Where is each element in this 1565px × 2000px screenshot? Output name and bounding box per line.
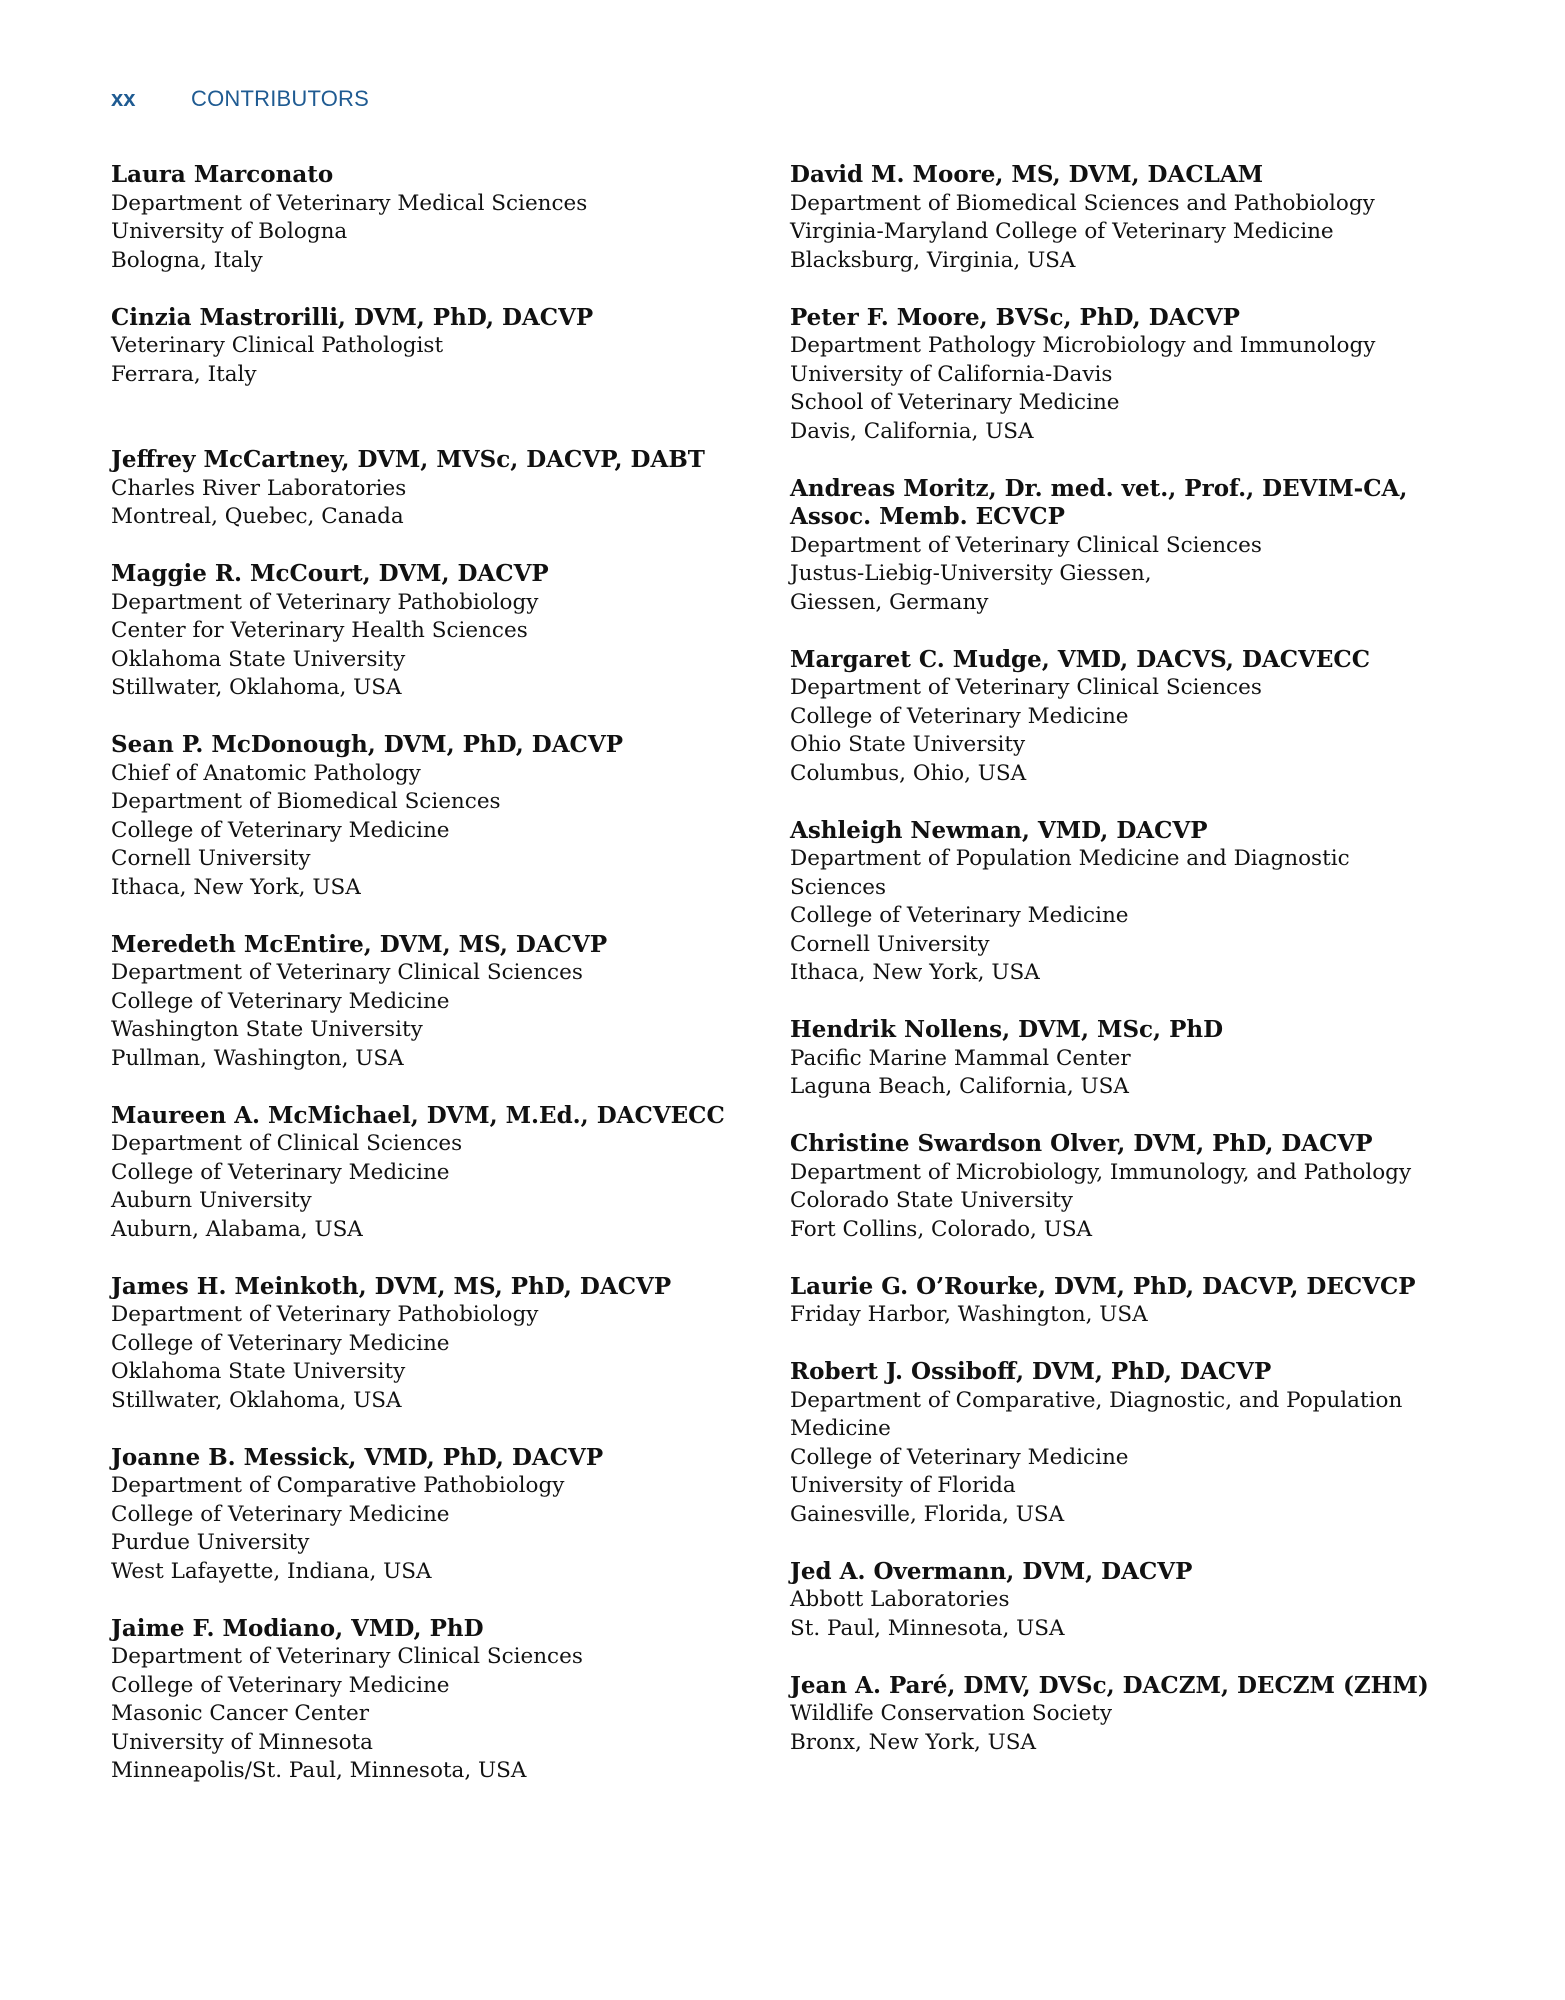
page-header [111,86,369,120]
affiliation-line: Department of Comparative Pathobiology [111,1473,565,1498]
contributor-entry [790,817,1510,988]
affiliation-line: College of Veterinary Medicine [111,817,450,843]
contributor-entry [790,1672,1510,1758]
affiliation-line: Ferrara, Italy [111,361,257,387]
affiliation-line: College of Veterinary Medicine [111,1330,450,1356]
affiliation-line: College of Veterinary Medicine [790,703,1129,729]
contributor-entry [790,304,1510,447]
contributor-name: Cinzia Mastrorilli, DVM, PhD, DACVP [111,303,594,331]
affiliation-line: Virginia-Maryland College of Veterinary Medicine [790,219,1334,244]
affiliation-line: Masonic Cancer Center [111,1701,370,1726]
page-number: xx [111,86,136,111]
contributor-name: Maureen A. McMichael, DVM, M.Ed., DACVECC [111,1101,725,1129]
affiliation-line: University of California-Davis [790,361,1113,387]
contributor-entry [790,1016,1510,1102]
contributors-right-column [790,161,1510,1786]
affiliation-line: Giessen, Germany [790,589,989,615]
contributor-entry [790,1130,1510,1244]
affiliation-line: Department of Veterinary Clinical Sciences [790,532,1262,558]
affiliation-line: College of Veterinary Medicine [111,1672,450,1698]
affiliation-line: Bronx, New York, USA [790,1729,1037,1755]
contributor-name: Jed A. Overmann, DVM, DACVP [790,1557,1193,1585]
affiliation-line: Department of Population Medicine and Diagnostic [790,846,1350,871]
affiliation-line: College of Veterinary Medicine [111,1159,450,1185]
affiliation-line: Wildlife Conservation Society [790,1701,1112,1726]
affiliation-line: Laguna Beach, California, USA [790,1074,1129,1099]
contributor-name: Joanne B. Messick, VMD, PhD, DACVP [111,1443,604,1471]
affiliation-line: Abbott Laboratories [790,1587,1010,1612]
affiliation-line: Oklahoma State University [111,646,406,672]
affiliation-line: Cornell University [790,931,990,957]
affiliation-line: Bologna, Italy [111,247,263,273]
contributor-entry [111,1273,781,1416]
running-head: CONTRIBUTORS [191,86,370,111]
affiliation-line: Department of Biomedical Sciences [111,789,501,814]
affiliation-line: Ithaca, New York, USA [790,960,1040,985]
affiliation-line: Friday Harbor, Washington, USA [790,1302,1148,1327]
affiliation-line: Fort Collins, Colorado, USA [790,1216,1093,1242]
affiliation-line: West Lafayette, Indiana, USA [111,1558,432,1584]
contributor-name: Robert J. Ossiboff, DVM, PhD, DACVP [790,1358,1272,1385]
affiliation-line: Ohio State University [790,732,1026,757]
affiliation-line: St. Paul, Minnesota, USA [790,1615,1065,1641]
contributor-name: Andreas Moritz, Dr. med. vet., Prof., DEVIM-CA, [790,474,1408,502]
affiliation-line [111,389,781,418]
affiliation-line: Department of Veterinary Pathobiology [111,1302,539,1327]
contributor-entry [111,731,781,902]
contributor-entry [790,646,1510,789]
contributor-name: Jean A. Paré, DMV, DVSc, DACZM, DECZM (ZHM) [790,1671,1429,1699]
contributor-name: Jaime F. Modiano, VMD, PhD [111,1614,484,1642]
affiliation-line: Medicine [790,1416,891,1441]
contributor-entry [111,161,781,275]
contributor-entry [790,475,1510,618]
contributor-name: Jeffrey McCartney, DVM, MVSc, DACVP, DABT [111,446,705,473]
contributor-name: Meredeth McEntire, DVM, MS, DACVP [111,930,608,958]
contributor-name: Ashleigh Newman, VMD, DACVP [790,816,1208,844]
affiliation-line: Department of Veterinary Clinical Sciences [111,1644,583,1669]
contributor-entry [790,1558,1510,1644]
contributor-entry [111,446,781,532]
affiliation-line: Chief of Anatomic Pathology [111,760,421,786]
affiliation-line: Purdue University [111,1530,310,1555]
affiliation-line: College of Veterinary Medicine [111,1501,450,1527]
affiliation-line: College of Veterinary Medicine [111,988,450,1014]
contributor-name: Margaret C. Mudge, VMD, DACVS, DACVECC [790,645,1371,673]
affiliation-line: School of Veterinary Medicine [790,390,1120,415]
contributor-entry [111,304,781,418]
affiliation-line: Minneapolis/St. Paul, Minnesota, USA [111,1758,527,1783]
affiliation-line: Department of Clinical Sciences [111,1131,463,1156]
affiliation-line: Department Pathology Microbiology and Immunology [790,333,1376,358]
affiliation-line: Colorado State University [790,1188,1073,1213]
affiliation-line: University of Minnesota [111,1729,373,1755]
affiliation-line: Pacific Marine Mammal Center [790,1045,1131,1071]
affiliation-line: Veterinary Clinical Pathologist [111,333,444,358]
affiliation-line: Justus-Liebig-University Giessen, [790,561,1152,586]
affiliation-line: Cornell University [111,846,311,871]
affiliation-line: University of Bologna [111,219,348,244]
affiliation-line: Department of Veterinary Medical Sciences [111,190,588,216]
affiliation-line: College of Veterinary Medicine [790,1444,1129,1470]
affiliation-line: Auburn University [111,1188,312,1213]
affiliation-line: Department of Microbiology, Immunology, and Pathology [790,1159,1412,1185]
contributor-entry [111,1102,781,1245]
affiliation-line: Columbus, Ohio, USA [790,760,1027,786]
affiliation-line: Department of Veterinary Clinical Sciences [111,960,583,985]
affiliation-line: Blacksburg, Virginia, USA [790,247,1076,273]
affiliation-line: Center for Veterinary Health Sciences [111,618,528,643]
affiliation-line: University of Florida [790,1473,1016,1498]
affiliation-line: Sciences [790,874,887,900]
contributor-name: Laurie G. O’Rourke, DVM, PhD, DACVP, DECVCP [790,1272,1416,1300]
affiliation-line: Gainesville, Florida, USA [790,1501,1065,1527]
affiliation-line: Washington State University [111,1017,423,1042]
contributor-name: Hendrik Nollens, DVM, MSc, PhD [790,1016,1224,1043]
contributor-name: Peter F. Moore, BVSc, PhD, DACVP [790,303,1240,331]
contributor-name: Sean P. McDonough, DVM, PhD, DACVP [111,731,623,758]
contributors-left-column [111,161,781,1814]
affiliation-line: Department of Biomedical Sciences and Pathobiology [790,190,1375,216]
affiliation-line: Stillwater, Oklahoma, USA [111,675,402,700]
contributor-name: Laura Marconato [111,161,334,188]
contributor-entry [111,1444,781,1587]
affiliation-line: Pullman, Washington, USA [111,1045,404,1071]
contributor-entry [790,161,1510,275]
affiliation-line: College of Veterinary Medicine [790,903,1129,928]
affiliation-line: Oklahoma State University [111,1359,406,1384]
affiliation-line: Davis, California, USA [790,418,1034,444]
affiliation-line: Charles River Laboratories [111,475,407,501]
contributor-name-continued: Assoc. Memb. ECVCP [790,503,1065,530]
affiliation-line: Montreal, Quebec, Canada [111,504,404,529]
contributor-name: David M. Moore, MS, DVM, DACLAM [790,161,1264,188]
contributor-name: Christine Swardson Olver, DVM, PhD, DACVP [790,1130,1373,1157]
contributor-name: Maggie R. McCourt, DVM, DACVP [111,560,549,587]
contributor-entry [111,931,781,1074]
affiliation-line: Auburn, Alabama, USA [111,1216,363,1242]
contributor-entry [790,1358,1510,1529]
contributor-entry [790,1273,1510,1330]
affiliation-line: Department of Veterinary Pathobiology [111,589,539,615]
contributor-entry [111,1615,781,1786]
affiliation-line: Department of Veterinary Clinical Sciences [790,675,1262,700]
affiliation-line: Department of Comparative, Diagnostic, and Population [790,1387,1403,1413]
contributor-entry [111,560,781,703]
contributor-name: James H. Meinkoth, DVM, MS, PhD, DACVP [111,1272,672,1300]
affiliation-line: Stillwater, Oklahoma, USA [111,1387,402,1413]
affiliation-line: Ithaca, New York, USA [111,874,361,900]
